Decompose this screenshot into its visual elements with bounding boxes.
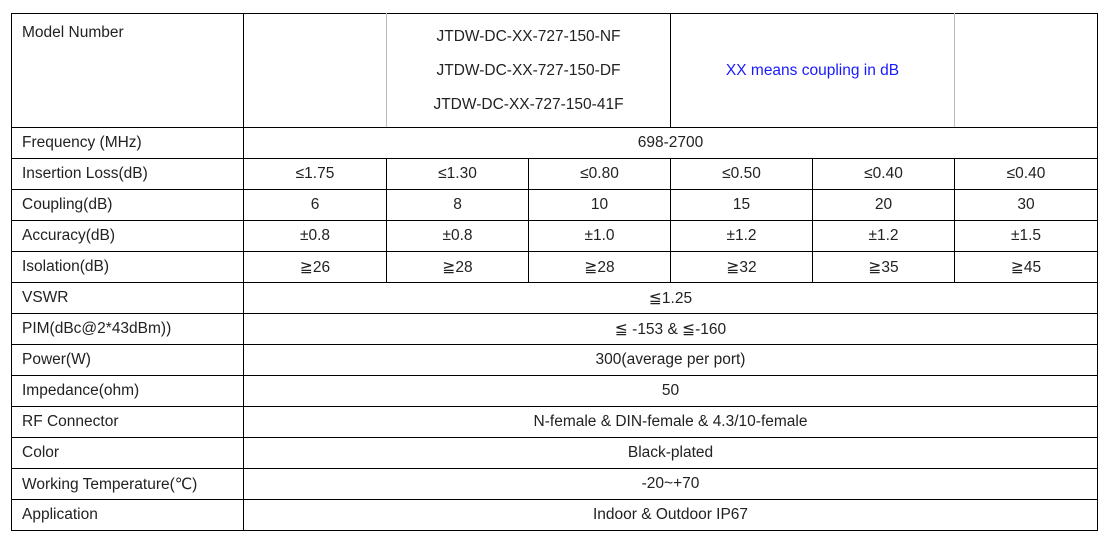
isolation-value: ≧35	[813, 252, 955, 283]
frequency-label: Frequency (MHz)	[12, 128, 244, 159]
power-value: 300(average per port)	[244, 345, 1098, 376]
rf-connector-label: RF Connector	[12, 407, 244, 438]
application-value: Indoor & Outdoor IP67	[244, 500, 1098, 531]
vswr-row	[12, 283, 1098, 314]
isolation-row	[12, 252, 1098, 283]
power-label: Power(W)	[12, 345, 244, 376]
application-row	[12, 500, 1098, 531]
accuracy-value: ±1.2	[813, 221, 955, 252]
model-number-blank-cell	[244, 14, 387, 128]
vswr-value: ≦1.25	[244, 283, 1098, 314]
color-label: Color	[12, 438, 244, 469]
insertion-loss-label: Insertion Loss(dB)	[12, 159, 244, 190]
impedance-value: 50	[244, 376, 1098, 407]
coupling-value: 8	[387, 190, 529, 221]
insertion-loss-value: ≤0.40	[955, 159, 1098, 190]
accuracy-value: ±1.2	[671, 221, 813, 252]
accuracy-value: ±0.8	[387, 221, 529, 252]
insertion-loss-row	[12, 159, 1098, 190]
coupling-value: 6	[244, 190, 387, 221]
isolation-label: Isolation(dB)	[12, 252, 244, 283]
accuracy-value: ±1.0	[529, 221, 671, 252]
coupling-note: XX means coupling in dB	[671, 14, 955, 128]
frequency-row	[12, 128, 1098, 159]
insertion-loss-value: ≤0.50	[671, 159, 813, 190]
coupling-value: 15	[671, 190, 813, 221]
working-temperature-value: -20~+70	[244, 469, 1098, 500]
isolation-value: ≧45	[955, 252, 1098, 283]
model-number-label: Model Number	[12, 14, 244, 128]
impedance-row	[12, 376, 1098, 407]
vswr-label: VSWR	[12, 283, 244, 314]
rf-connector-value: N-female & DIN-female & 4.3/10-female	[244, 407, 1098, 438]
coupling-value: 30	[955, 190, 1098, 221]
isolation-value: ≧28	[387, 252, 529, 283]
rf-connector-row	[12, 407, 1098, 438]
frequency-value: 698-2700	[244, 128, 1098, 159]
pim-row	[12, 314, 1098, 345]
power-row	[12, 345, 1098, 376]
insertion-loss-value: ≤1.75	[244, 159, 387, 190]
insertion-loss-value: ≤1.30	[387, 159, 529, 190]
accuracy-row	[12, 221, 1098, 252]
application-label: Application	[12, 500, 244, 531]
model-number-row	[12, 14, 1098, 128]
working-temperature-row	[12, 469, 1098, 500]
accuracy-label: Accuracy(dB)	[12, 221, 244, 252]
spec-table	[11, 13, 1098, 531]
isolation-value: ≧26	[244, 252, 387, 283]
coupling-value: 20	[813, 190, 955, 221]
insertion-loss-value: ≤0.80	[529, 159, 671, 190]
pim-value: ≦ -153 & ≦-160	[244, 314, 1098, 345]
insertion-loss-value: ≤0.40	[813, 159, 955, 190]
model-number-list	[387, 14, 671, 128]
accuracy-value: ±0.8	[244, 221, 387, 252]
isolation-value: ≧32	[671, 252, 813, 283]
coupling-row	[12, 190, 1098, 221]
isolation-value: ≧28	[529, 252, 671, 283]
model-number-41f: JTDW-DC-XX-727-150-41F	[433, 95, 624, 113]
model-number-nf: JTDW-DC-XX-727-150-NF	[436, 27, 621, 45]
pim-label: PIM(dBc@2*43dBm))	[12, 314, 244, 345]
accuracy-value: ±1.5	[955, 221, 1098, 252]
color-value: Black-plated	[244, 438, 1098, 469]
coupling-value: 10	[529, 190, 671, 221]
color-row	[12, 438, 1098, 469]
impedance-label: Impedance(ohm)	[12, 376, 244, 407]
model-number-empty-cell	[955, 14, 1098, 128]
working-temperature-label: Working Temperature(℃)	[12, 469, 244, 500]
coupling-label: Coupling(dB)	[12, 190, 244, 221]
model-number-df: JTDW-DC-XX-727-150-DF	[436, 61, 621, 79]
